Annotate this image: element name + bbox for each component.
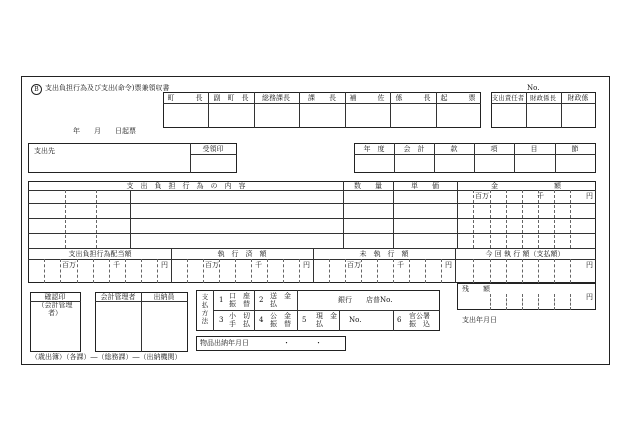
sum-sen: 千	[255, 261, 262, 269]
budget-cell: 款	[450, 145, 458, 153]
budget-cell: 会 計	[403, 145, 425, 153]
sum-label: 執 行 済 額	[217, 250, 267, 258]
form-date-line: 年 月 日起票	[73, 127, 136, 135]
detail-amount-header: 金 額	[491, 182, 561, 190]
detail-content-header: 支 出 負 担 行 為 の 内 容	[126, 182, 246, 190]
approval2-cell: 財政係	[567, 94, 589, 102]
approval-cell: 起 票	[440, 94, 476, 102]
sum-hyakuman: 百万	[62, 261, 76, 269]
budget-cell: 目	[530, 145, 538, 153]
cashier-label: 出納員	[153, 293, 175, 301]
seal-label: 受領印	[202, 145, 224, 153]
sum-sen: 千	[113, 261, 120, 269]
sum-label: 支出負担行為配当額	[68, 250, 132, 258]
approval-cell: 町 長	[167, 94, 203, 102]
sum-en: 円	[445, 261, 452, 269]
method-label: 支 払 方 法	[201, 293, 209, 325]
method-no: 6	[397, 316, 402, 324]
approval-cell: 係 長	[395, 94, 431, 102]
budget-cell: 項	[490, 145, 498, 153]
sum-en: 円	[586, 261, 593, 269]
form-no-label: No.	[527, 84, 540, 92]
accountant-label: 会計管理者	[100, 293, 136, 301]
account-no-label: No.	[349, 316, 362, 324]
budget-cell: 節	[571, 145, 579, 153]
bank-label: 銀行 店普No.	[338, 296, 393, 304]
method-6: 官公署 振 込	[409, 312, 430, 328]
method-5: 現 金 払	[316, 312, 337, 328]
approval-cell: 課 長	[308, 94, 336, 102]
goods-date-dot: ・	[283, 339, 290, 347]
detail-en: 円	[586, 192, 593, 200]
sum-en: 円	[303, 261, 310, 269]
approval-cell: 補 佐	[349, 94, 385, 102]
form-circle-mark: B	[31, 84, 42, 95]
method-no: 3	[219, 316, 224, 324]
budget-table	[354, 143, 596, 173]
method-1: 口 座 振 替	[229, 292, 250, 308]
method-3: 小 切 手 払	[229, 312, 250, 328]
balance-label: 残 額	[462, 285, 490, 293]
approval-cell: 総務課長	[262, 94, 290, 102]
method-no: 5	[302, 316, 307, 324]
routing-footer: （歳出簿）（各課）―（総務課）―（出納機関）	[31, 353, 182, 361]
detail-qty-header: 数 量	[354, 182, 382, 190]
detail-hyakuman: 百万	[475, 192, 489, 200]
detail-sen: 千	[537, 192, 544, 200]
method-no: 1	[219, 296, 224, 304]
approval2-cell: 支出責任者	[491, 94, 525, 102]
sum-en: 円	[161, 261, 168, 269]
confirm-label: 確認印 （会計管理 者）	[37, 293, 73, 317]
method-no: 4	[259, 316, 264, 324]
method-2: 送 金 払	[270, 292, 291, 308]
sum-hyakuman: 百万	[347, 261, 361, 269]
sum-label: 今 回 執 行 額（支払額）	[485, 250, 565, 258]
sum-sen: 千	[397, 261, 404, 269]
pay-date-label: 支出年月日	[462, 316, 497, 324]
detail-unit-header: 単 価	[411, 182, 439, 190]
method-4: 公 金 振 替	[270, 312, 291, 328]
method-no: 2	[259, 296, 264, 304]
budget-cell: 年 度	[363, 145, 385, 153]
balance-en: 円	[586, 293, 593, 301]
sum-label: 未 執 行 額	[359, 250, 409, 258]
payee-label: 支出先	[34, 147, 55, 155]
approval-cell: 副 町 長	[213, 94, 249, 102]
form-title: 支出負担行為及び支出(命令)票兼領収書	[45, 84, 170, 92]
goods-date-label: 物品出納年月日	[200, 339, 249, 347]
approval2-cell: 財政係長	[530, 94, 556, 102]
sum-hyakuman: 百万	[205, 261, 219, 269]
goods-date-dot: ・	[315, 339, 322, 347]
